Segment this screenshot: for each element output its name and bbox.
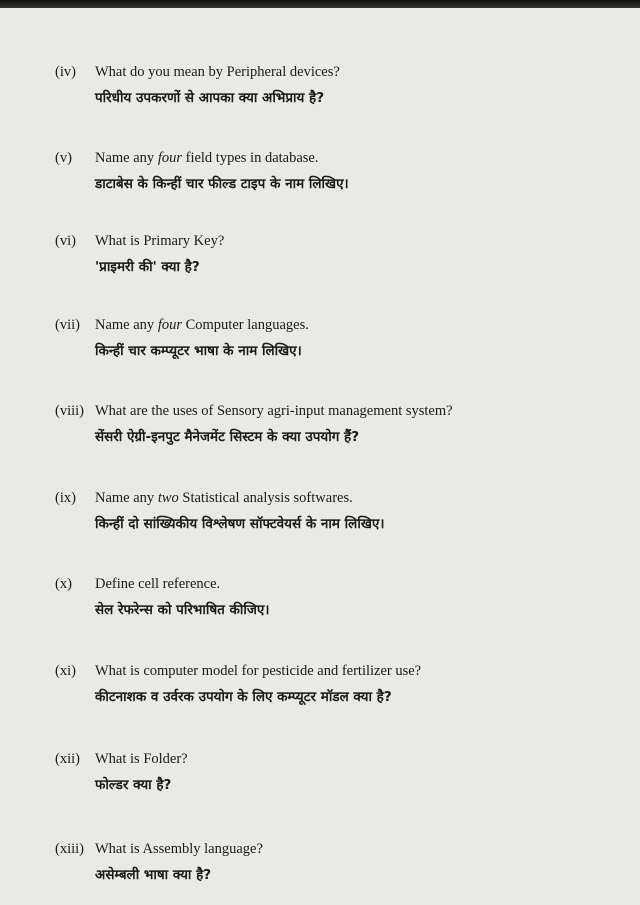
- question-text-en: What is Primary Key?: [95, 233, 225, 249]
- question-number: (iv): [55, 64, 76, 80]
- question-number: (viii): [55, 403, 84, 419]
- question-text-hi: किन्हीं चार कम्प्यूटर भाषा के नाम लिखिए।: [95, 343, 302, 359]
- question-text-hi: 'प्राइमरी की' क्या है?: [95, 259, 200, 275]
- question-text-en: Name any four Computer languages.: [95, 317, 309, 333]
- question-text-en: What are the uses of Sensory agri-input management system?: [95, 403, 453, 419]
- question-x: [55, 574, 615, 620]
- question-text-hi: फोल्डर क्या है?: [95, 777, 172, 793]
- question-number: (v): [55, 150, 72, 166]
- question-number: (xii): [55, 751, 80, 767]
- question-number: (x): [55, 576, 72, 592]
- question-text-en: What is Assembly language?: [95, 841, 263, 857]
- question-english: [55, 62, 615, 82]
- question-text-hi: परिधीय उपकरणों से आपका क्या अभिप्राय है?: [95, 90, 325, 106]
- question-vi: [55, 231, 615, 277]
- question-text-hi: कीटनाशक व उर्वरक उपयोग के लिए कम्प्यूटर मॉडल क्या है?: [95, 689, 392, 705]
- question-number: (vi): [55, 233, 76, 249]
- question-english: [55, 661, 615, 681]
- question-iv: [55, 62, 615, 108]
- question-english: [55, 231, 615, 251]
- question-text-hi: असेम्बली भाषा क्या है?: [95, 867, 212, 883]
- question-xiii: [55, 839, 615, 885]
- question-text-hi: सेल रेफरेन्स को परिभाषित कीजिए।: [95, 602, 270, 618]
- question-number: (ix): [55, 490, 76, 506]
- question-text-en: What is Folder?: [95, 751, 188, 767]
- question-v: [55, 148, 615, 194]
- question-text-en: Name any two Statistical analysis softwares.: [95, 490, 353, 506]
- question-english: [55, 488, 615, 508]
- question-number: (vii): [55, 317, 80, 333]
- question-xii: [55, 749, 615, 795]
- question-text-en: What is computer model for pesticide and fertilizer use?: [95, 663, 422, 679]
- question-text-hi: डाटाबेस के किन्हीं चार फील्ड टाइप के नाम लिखिए।: [95, 176, 349, 192]
- question-english: [55, 148, 615, 168]
- question-number: (xiii): [55, 841, 84, 857]
- question-number: (xi): [55, 663, 76, 679]
- question-viii: [55, 401, 615, 447]
- question-text-hi: सेंसरी ऐग्री-इनपुट मैनेजमेंट सिस्टम के क्या उपयोग हैं?: [95, 429, 360, 445]
- question-text-en: Name any four field types in database.: [95, 150, 319, 166]
- question-english: [55, 315, 615, 335]
- question-english: [55, 574, 615, 594]
- question-text-hi: किन्हीं दो सांख्यिकीय विश्लेषण सॉफ्टवेयर्स के नाम लिखिए।: [95, 516, 385, 532]
- question-english: [55, 401, 615, 421]
- question-english: [55, 839, 615, 859]
- question-english: [55, 749, 615, 769]
- question-ix: [55, 488, 615, 534]
- question-xi: [55, 661, 615, 707]
- question-text-en: What do you mean by Peripheral devices?: [95, 64, 340, 80]
- question-vii: [55, 315, 615, 361]
- question-text-en: Define cell reference.: [95, 576, 221, 592]
